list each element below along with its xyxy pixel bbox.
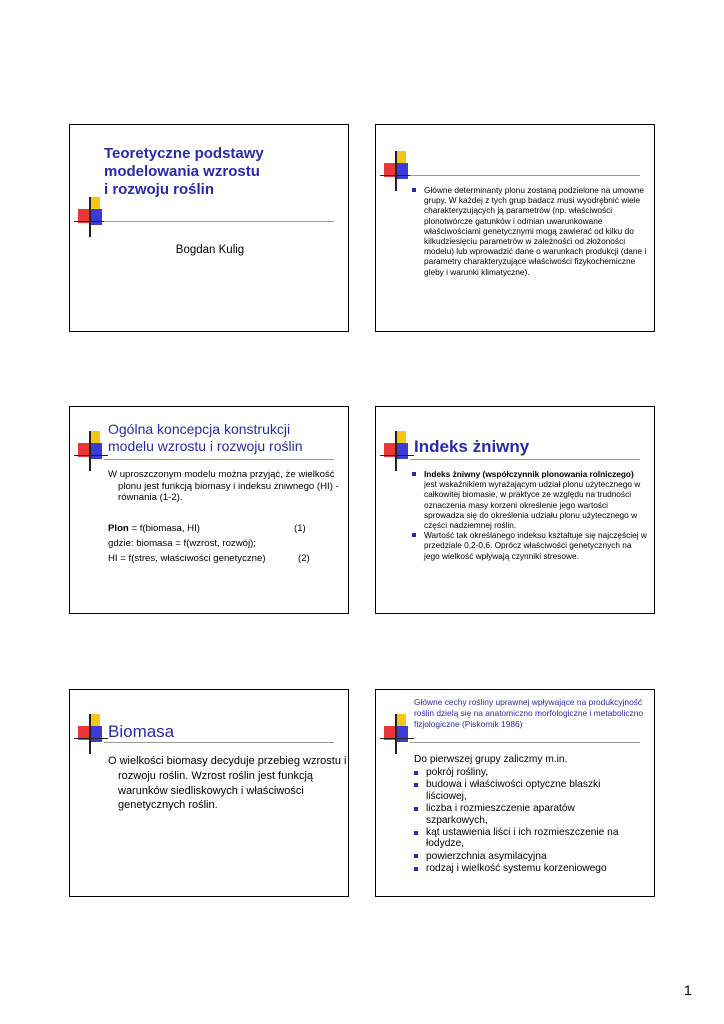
title-underline: [104, 459, 334, 460]
list-item: budowa i właściwości optyczne blaszki liściowej,: [414, 779, 638, 802]
slide-decoration: [74, 197, 114, 237]
bullet-list: [412, 469, 648, 561]
title-underline: [104, 221, 334, 222]
list-item: rodzaj i wielkość systemu korzeniowego: [414, 863, 638, 874]
equation-1: Plon = f(biomasa, HI) (1): [108, 523, 306, 534]
list-item: Wartość tak określanego indeksu kształtuje się najczęściej w przedziale 0,2-0,6. Oprócz właściwości genetycznych na jego wielkość wpływają czynniki stresowe.: [412, 530, 648, 561]
bullet-list: [412, 185, 648, 277]
list-item: kąt ustawienia liści i ich rozmieszczenie na łodydze,: [414, 827, 638, 850]
slide-2: [375, 124, 655, 332]
slide-title: Ogólna koncepcja konstrukcji modelu wzrostu i rozwoju roślin: [108, 421, 303, 454]
title-underline: [410, 459, 640, 460]
body-text: O wielkości biomasy decyduje przebieg wzrostu i rozwoju roślin. Wzrost roślin jest funkcją warunków siedliskowych i właściwości genetycznych roślin.: [108, 755, 347, 812]
equation-2: HI = f(stres, właściwości genetyczne) (2): [108, 553, 310, 564]
slide-4: [375, 406, 655, 614]
slide-5: [69, 689, 349, 897]
slide-6: [375, 689, 655, 897]
slide-title: Indeks żniwny: [414, 437, 530, 456]
equation-where: gdzie: biomasa = f(wzrost, rozwój);: [108, 538, 256, 549]
title-underline: [104, 742, 334, 743]
slide-title: Teoretyczne podstawy modelowania wzrostu i rozwoju roślin: [104, 145, 264, 198]
title-underline: [410, 742, 640, 743]
slide-header: Główne cechy rośliny uprawnej wpływające na produkcyjność roślin dzielą się na anatomiczno morfologiczne i metaboliczno fizjologiczne (Piskornik 1986): [414, 697, 644, 729]
author-name: Bogdan Kulig: [175, 244, 245, 256]
list-item: powierzchnia asymilacyjna: [414, 851, 638, 862]
list-item: pokrój rośliny,: [414, 767, 638, 778]
intro-text: Do pierwszej grupy zaliczmy m.in.: [414, 754, 568, 765]
feature-list: [414, 767, 638, 876]
slide-3: [69, 406, 349, 614]
list-item: Główne determinanty plonu zostaną podzielone na umowne grupy. W każdej z tych grup badacz musi wyodrębnić wiele charakteryzujących ją parametrów (np. właściwości plonotwórcze gatunków i odmian uwarunkowane właściwościami genetycznymi mogą zawierać od kilku do kilkudziesięciu parametrów w zależności od złożoności modelu) lub wprowadzić dane o warunkach produkcji (dane i parametry charakteryzujące właściwości fizykochemiczne gleby i warunki klimatyczne).: [412, 185, 648, 277]
slide-1: [69, 124, 349, 332]
list-item: Indeks żniwny (współczynnik plonowania rolniczego) jest wskaźnikiem wyrażającym udział plonu użytecznego w całkowitej biomasie, w praktyce ze względu na trudności oznaczenia masy korzeni określenie jego wartości sprowadza się do określenia udziału plonu użytecznego w części nadziemnej roślin.: [412, 469, 648, 530]
page-number: 1: [684, 982, 692, 998]
list-item: liczba i rozmieszczenie aparatów szparkowych,: [414, 803, 638, 826]
equations: [108, 521, 344, 566]
title-underline: [410, 175, 640, 176]
slide-title: Biomasa: [108, 722, 175, 741]
intro-text: W uproszczonym modelu można przyjąć, że wielkość plonu jest funkcją biomasy i indeksu żniwnego (HI) - równania (1-2).: [108, 469, 339, 504]
